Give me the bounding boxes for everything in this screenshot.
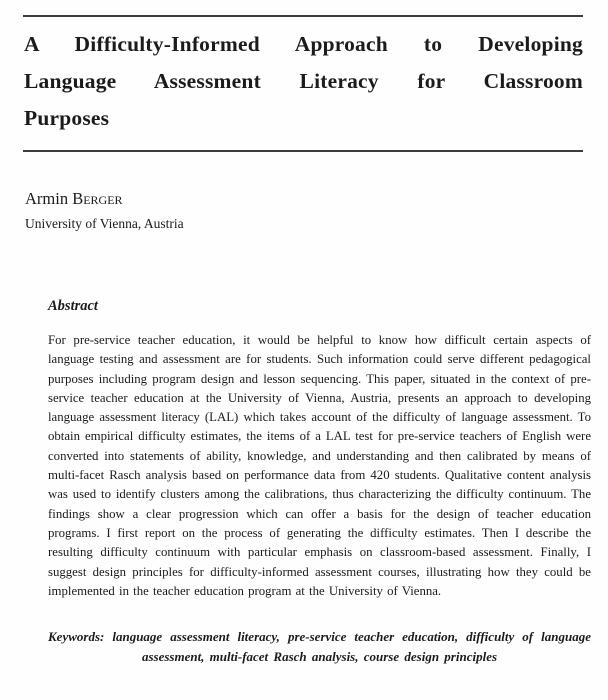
top-rule (23, 15, 583, 17)
author-affiliation: University of Vienna, Austria (25, 216, 184, 231)
author-first-name: Armin (25, 189, 73, 208)
title-line-3: Purposes (24, 106, 110, 130)
title-line-1: A Difficulty-Informed Approach to Developing (24, 32, 583, 56)
abstract-text: For pre-service teacher education, it would be helpful to know how difficult certain aspects of language testing and assessment are for students. Such information could serve different pedagogical purposes including program design and lesson sequencing. This paper, situated in the context of pre-service teacher education at the University of Vienna, Austria, presents an approach to developing language assessment literacy (LAL) which takes account of the difficulty of language assessment. To obtain empirical difficulty estimates, the items of a LAL test for pre-service teachers of English were converted into statements of ability, knowledge, and understanding and then calibrated by means of multi-facet Rasch analysis based on performance data from 420 students. Qualitative content analysis was used to identify clusters among the calibrations, thus characterizing the difficulty continuum. The findings show a clear progression which can offer a basis for the design of teacher education programs. I first report on the process of generating the difficulty estimates. Then I describe the resulting difficulty continuum with particular emphasis on classroom-based assessment. Finally, I suggest design principles for difficulty-informed assessment courses, illustrating how they could be implemented in the teacher education program at the University of Vienna. (48, 333, 591, 598)
title-line-2: Language Assessment Literacy for Classroom (24, 69, 583, 93)
author-name (25, 188, 591, 210)
author-surname: Berger (72, 189, 123, 208)
title-bottom-rule (23, 150, 583, 152)
abstract-section (48, 296, 591, 666)
abstract-heading: Abstract (48, 298, 98, 314)
author-block (23, 188, 591, 234)
paper-title (24, 26, 583, 137)
paper-page (0, 15, 608, 700)
keywords-text: language assessment literacy, pre-service teacher education, difficulty of language assessment, multi-facet Rasch analysis, course design principles (112, 629, 591, 664)
keywords-label: Keywords: (48, 629, 113, 645)
keywords (48, 627, 591, 666)
